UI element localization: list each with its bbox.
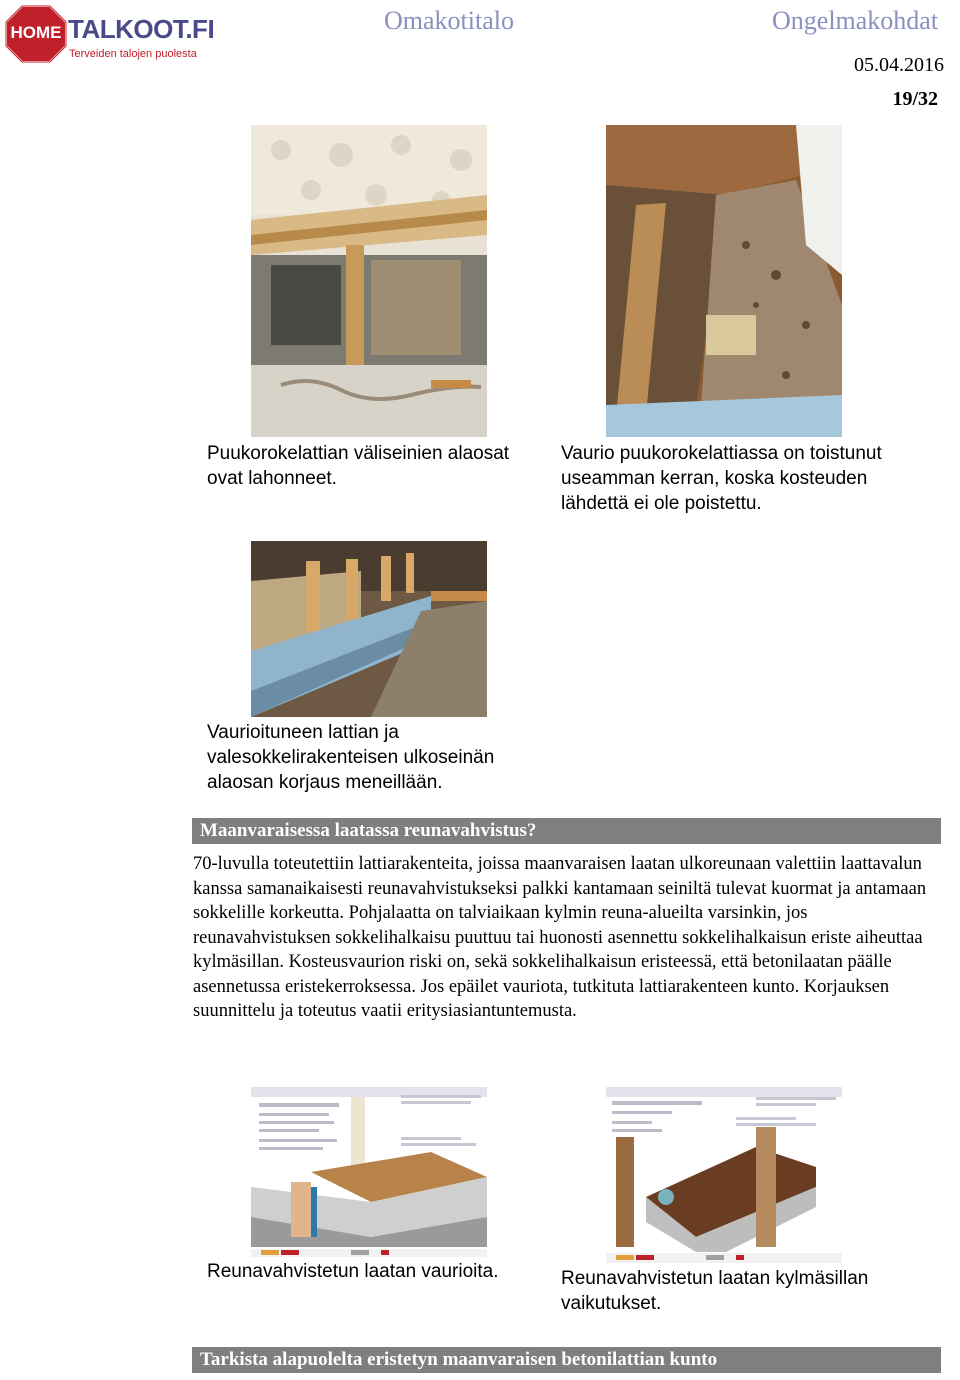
photo-raised-wooden-floor-damage	[606, 125, 842, 437]
logo-tagline: Terveiden talojen puolesta	[69, 48, 197, 60]
photo-floor-repair	[251, 541, 487, 717]
header-right-title: Ongelmakohdat	[772, 6, 939, 35]
logo-home-text: HOME	[10, 23, 62, 42]
photo-caption-1: Puukorokelattian väliseinien alaosat ovat lahonneet.	[207, 443, 510, 489]
diagram-reinforced-slab-cold-bridge	[606, 1087, 842, 1263]
diagram-reinforced-slab-damage	[251, 1087, 487, 1257]
hometalkoot-logo[interactable]	[4, 4, 215, 64]
section-body-text: 70-luvulla toteutettiin lattiarakenteita, joissa maanvaraisen laatan ulkoreunaan valettiin laattavalun kanssa samanaikaisesti reunavahvistukseksi palkki kantamaan seiniltä tulevat kuormat ja antamaan sokkelille korkeutta. Pohjalaatta on talviaikaan kylmin reuna-alueilta varsinkin, jos reunavahvistuksen sokkelihalkaisu puuttuu tai huonosti asennettu sokkelihalkaisun eriste aiheuttaa kylmäsillan. Kosteusvaurion riski on, sekä sokkelihalkaisun eristeessä, että betonilaatan päälle asennetussa eristekerroksessa. Jos epäilet vauriota, tutkituta lattiarakenteen kunto. Korjauksen suunnittelu ja toteutus vaatii eritysiasiantuntemusta.	[193, 854, 927, 1021]
photo-caption-2: Vaurio puukorokelattiassa on toistunut useamman kerran, koska kosteuden lähdettä ei ole poistettu.	[561, 443, 882, 514]
photo-caption-3: Vaurioituneen lattian ja valesokkelirakenteisen ulkoseinän alaosan korjaus meneillään.	[207, 722, 495, 793]
photo-damaged-partition-walls	[251, 125, 487, 437]
header-date: 05.04.2016	[854, 54, 944, 76]
section-title-band: Maanvaraisessa laatassa reunavahvistus?	[192, 818, 941, 844]
diagram-caption-2: Reunavahvistetun laatan kylmäsillan vaikutukset.	[561, 1268, 869, 1314]
footer-band: Tarkista alapuolelta eristetyn maanvaraisen betonilattian kunto	[192, 1347, 941, 1373]
diagram-caption-1: Reunavahvistetun laatan vaurioita.	[207, 1261, 499, 1282]
page-number: 19/32	[892, 88, 938, 110]
logo-talkoot-text: TALKOOT.FI	[68, 14, 215, 44]
header-left-title: Omakotitalo	[384, 6, 514, 35]
